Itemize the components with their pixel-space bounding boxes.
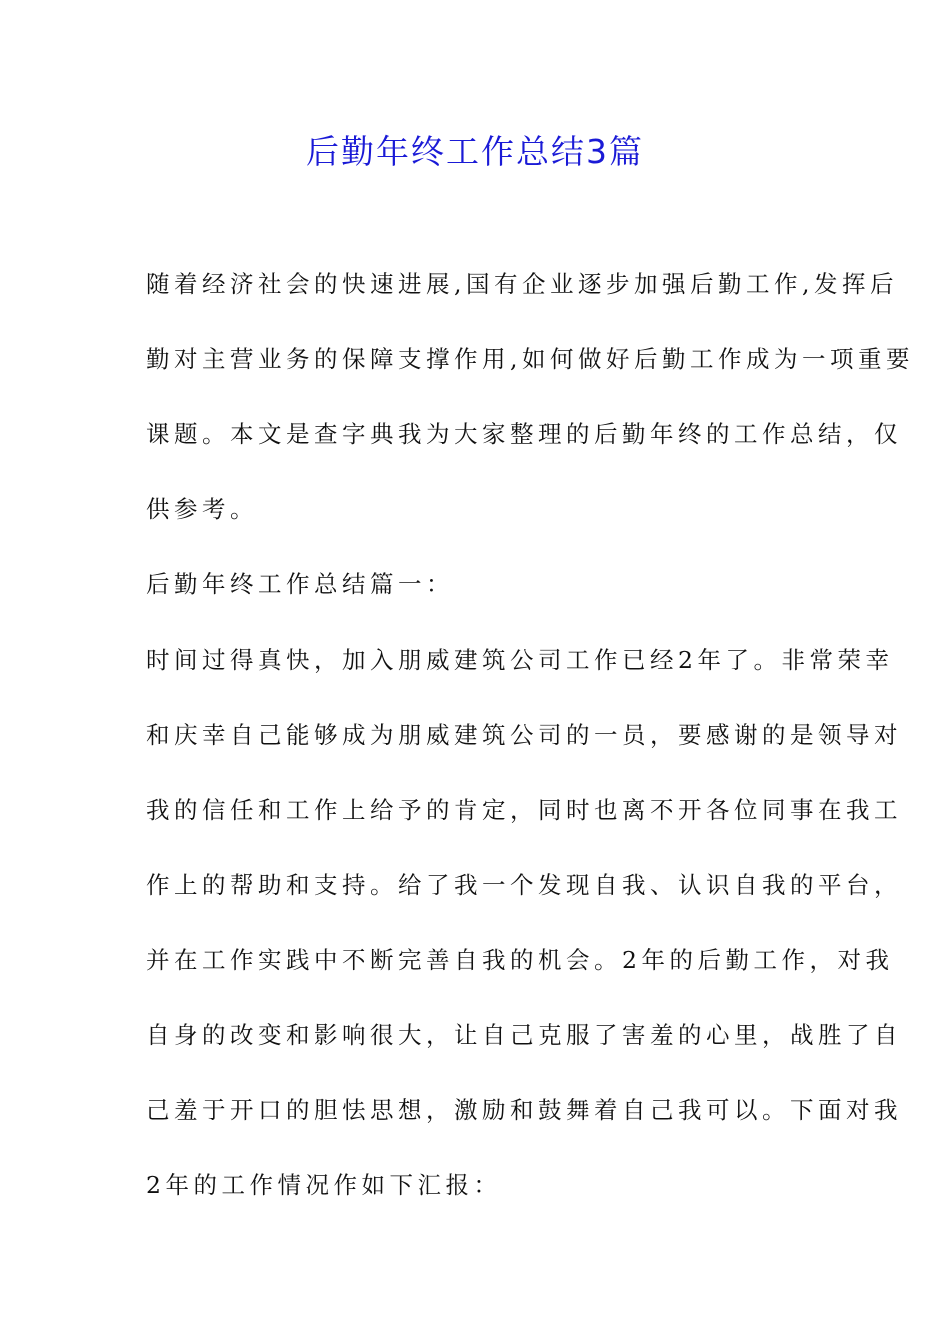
section-heading: 后勤年终工作总结篇一： bbox=[146, 570, 454, 598]
body-line: 己羞于开口的胆怯思想，激励和鼓舞着自己我可以。下面对我 bbox=[146, 1096, 902, 1124]
body-line: 自身的改变和影响很大，让自己克服了害羞的心里，战胜了自 bbox=[146, 1021, 902, 1049]
body-line: 我的信任和工作上给予的肯定，同时也离不开各位同事在我工 bbox=[146, 796, 902, 824]
body-line: 和庆幸自己能够成为朋威建筑公司的一员，要感谢的是领导对 bbox=[146, 721, 902, 749]
intro-line: 供参考。 bbox=[146, 495, 258, 523]
body-line: 并在工作实践中不断完善自我的机会。2年的后勤工作，对我 bbox=[146, 946, 894, 974]
body-line: 作上的帮助和支持。给了我一个发现自我、认识自我的平台， bbox=[146, 871, 902, 899]
intro-line: 勤对主营业务的保障支撑作用,如何做好后勤工作成为一项重要 bbox=[146, 345, 914, 373]
document-title: 后勤年终工作总结3篇 bbox=[306, 132, 644, 171]
intro-line: 课题。本文是查字典我为大家整理的后勤年终的工作总结，仅 bbox=[146, 420, 902, 448]
body-line: 时间过得真快，加入朋威建筑公司工作已经2年了。非常荣幸 bbox=[146, 646, 894, 674]
intro-line: 随着经济社会的快速进展,国有企业逐步加强后勤工作,发挥后 bbox=[146, 270, 898, 298]
body-line: 2年的工作情况作如下汇报： bbox=[146, 1171, 502, 1199]
